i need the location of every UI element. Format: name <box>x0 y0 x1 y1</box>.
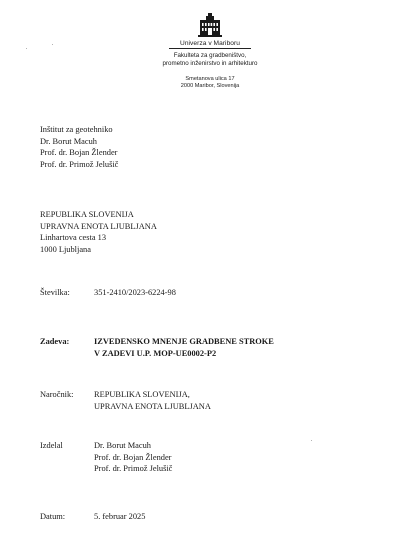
prepared-by-names <box>94 440 172 475</box>
recipient-line: 1000 Ljubljana <box>40 244 91 254</box>
subject-label: Zadeva: <box>40 337 70 346</box>
date-label: Datum: <box>40 512 66 521</box>
client-label: Naročnik: <box>40 390 74 399</box>
subject-value <box>94 336 274 359</box>
subject-line-2: V ZADEVI U.P. MOP-UE0002-P2 <box>94 348 217 358</box>
faculty-name <box>150 52 270 69</box>
faculty-line-1: Fakulteta za gradbeništvo, <box>173 51 247 59</box>
scan-speck <box>311 440 312 441</box>
address-line-1: Smetanova ulica 17 <box>185 75 235 82</box>
preparer-name: Dr. Borut Macuh <box>94 441 151 450</box>
university-header <box>150 12 270 90</box>
author-line: Prof. dr. Primož Jelušič <box>40 159 119 169</box>
client-line-1: REPUBLIKA SLOVENIJA, <box>94 390 190 399</box>
author-line: Dr. Borut Macuh <box>40 136 97 146</box>
address-line-2: 2000 Maribor, Slovenija <box>180 83 240 90</box>
faculty-address <box>150 76 270 91</box>
prepared-by-label: Izdelal <box>40 441 63 450</box>
number-value: 351-2410/2023-6224-98 <box>94 288 176 297</box>
university-building-logo-icon <box>197 12 223 38</box>
client-line-2: UPRAVNA ENOTA LJUBLJANA <box>94 401 211 411</box>
preparer-name: Prof. dr. Primož Jelušič <box>94 464 173 473</box>
faculty-line-2: prometno inženirstvo in arhitekturo <box>162 60 258 68</box>
preparer-name: Prof. dr. Bojan Žlender <box>94 452 172 462</box>
recipient-line: UPRAVNA ENOTA LJUBLJANA <box>40 221 157 231</box>
recipient-block <box>40 209 157 255</box>
header-rule <box>169 48 251 49</box>
authors-block <box>40 124 118 170</box>
university-name: Univerza v Mariboru <box>180 40 240 47</box>
recipient-line: REPUBLIKA SLOVENIJA <box>40 210 134 219</box>
date-value: 5. februar 2025 <box>94 512 146 521</box>
subject-line-1: IZVEDENSKO MNENJE GRADBENE STROKE <box>94 337 274 346</box>
recipient-line: Linhartova cesta 13 <box>40 233 107 242</box>
client-value <box>94 389 211 412</box>
number-label: Številka: <box>40 288 70 297</box>
institute-line: Inštitut za geotehniko <box>40 125 113 134</box>
author-line: Prof. dr. Bojan Žlender <box>40 148 118 157</box>
scan-speck <box>26 48 27 49</box>
scan-speck <box>52 44 53 45</box>
